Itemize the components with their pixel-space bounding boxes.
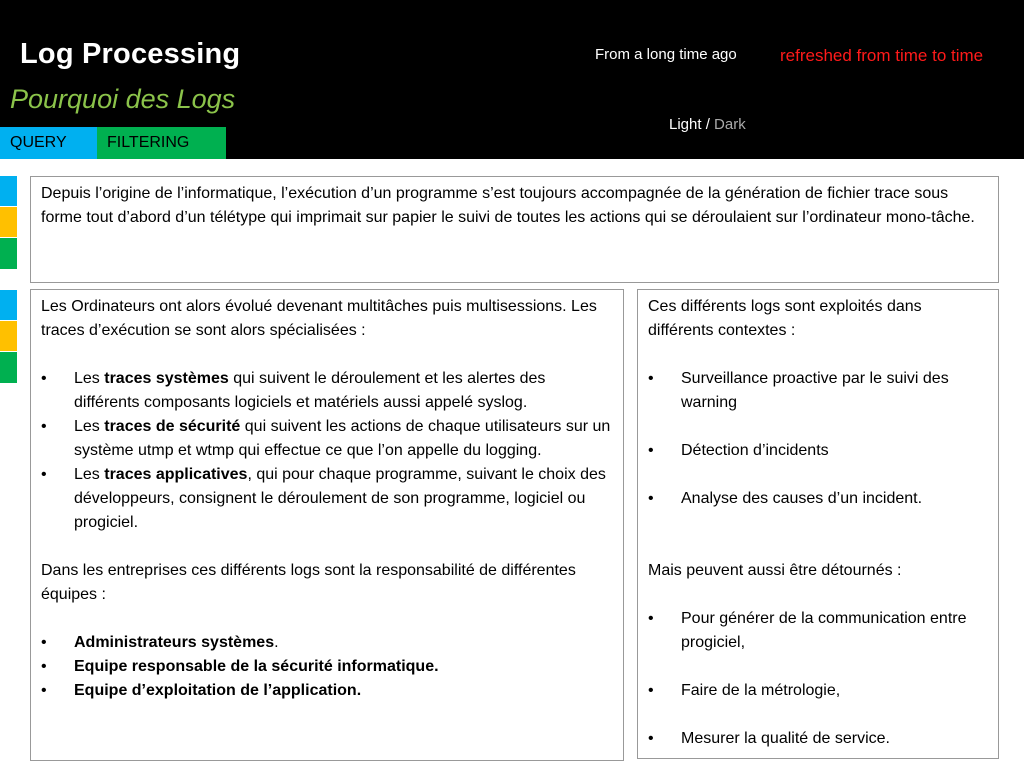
header-bar xyxy=(0,0,1024,159)
tab-filtering[interactable]: FILTERING xyxy=(97,127,226,159)
misuse-intro: Mais peuvent aussi être détournés : xyxy=(648,562,902,579)
list-item: • Les traces de sécurité qui suivent les actions de chaque utilisateurs sur un système utmp et wtmp qui effectue ce que l’on appelle du logging. xyxy=(41,415,613,463)
theme-separator: / xyxy=(701,116,715,133)
theme-toggle[interactable] xyxy=(669,116,746,133)
side-marker-green xyxy=(0,352,17,383)
theme-light-option[interactable]: Light xyxy=(669,116,702,133)
intro-text: Depuis l’origine de l’informatique, l’exécution d’un programme s’est toujours accompagnée de la génération de fichier trace sous forme tout d’abord d’un télétype qui imprimait sur papier le suivi de toutes les actions qui se déroulaient sur l’ordinateur mono-tâche. xyxy=(41,185,975,226)
side-marker-green xyxy=(0,238,17,269)
uses-list xyxy=(648,367,988,511)
uses-intro: Ces différents logs sont exploités dans différents contextes : xyxy=(648,298,922,339)
list-item: • Equipe responsable de la sécurité informatique. xyxy=(41,655,613,679)
list-item: • Surveillance proactive par le suivi des warning xyxy=(648,367,988,415)
intro-panel xyxy=(30,176,999,283)
page-subtitle: Pourquoi des Logs xyxy=(10,84,236,114)
list-item: • Pour générer de la communication entre progiciel, xyxy=(648,607,988,655)
list-item: • Equipe d’exploitation de l’application. xyxy=(41,679,613,703)
list-item: • Détection d’incidents xyxy=(648,439,988,463)
teams-intro: Dans les entreprises ces différents logs sont la responsabilité de différentes équipes : xyxy=(41,562,576,603)
log-uses-panel xyxy=(637,289,999,759)
list-item: • Faire de la métrologie, xyxy=(648,679,988,703)
from-text: From a long time ago xyxy=(595,46,737,63)
side-marker-blue xyxy=(0,290,17,320)
list-item: • Les traces systèmes qui suivent le déroulement et les alertes des différents composants logiciels et matériels aussi appelé syslog. xyxy=(41,367,613,415)
page-title: Log Processing xyxy=(20,38,241,70)
log-types-panel xyxy=(30,289,624,761)
list-item: • Analyse des causes d’un incident. xyxy=(648,487,988,511)
list-item: • Mesurer la qualité de service. xyxy=(648,727,988,751)
list-item: • Administrateurs systèmes. xyxy=(41,631,613,655)
side-marker-yellow xyxy=(0,207,17,237)
teams-list xyxy=(41,631,613,703)
theme-dark-option[interactable]: Dark xyxy=(714,116,746,133)
tab-query[interactable]: QUERY xyxy=(0,127,97,159)
side-marker-yellow xyxy=(0,321,17,351)
refreshed-text: refreshed from time to time xyxy=(780,46,984,65)
log-types-list xyxy=(41,367,613,535)
list-item: • Les traces applicatives, qui pour chaque programme, suivant le choix des développeurs, consignent le déroulement de son programme, logiciel ou progiciel. xyxy=(41,463,613,535)
misuse-list xyxy=(648,607,988,751)
side-marker-blue xyxy=(0,176,17,206)
log-types-intro: Les Ordinateurs ont alors évolué devenant multitâches puis multisessions. Les traces d’exécution se sont alors spécialisées : xyxy=(41,298,597,339)
